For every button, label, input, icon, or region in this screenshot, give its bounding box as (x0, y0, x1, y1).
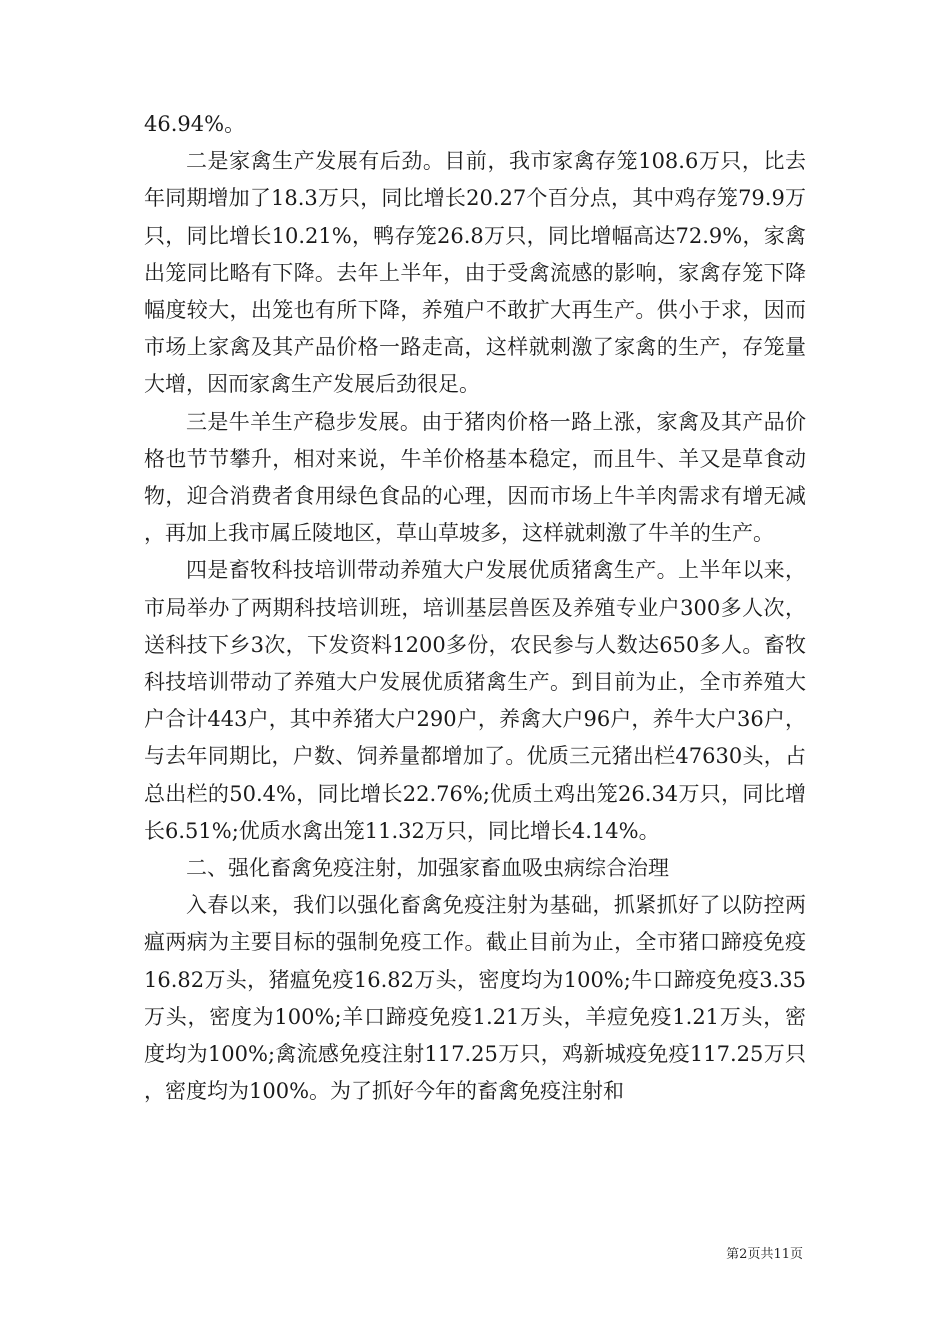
paragraph-poultry-production: 二是家禽生产发展有后劲。目前，我市家禽存笼108.6万只，比去年同期增加了18.3万只，同比增长20.27个百分点，其中鸡存笼79.9万只，同比增长10.21%，鸭存笼26.8万只，同比增幅高达72.9%，家禽出笼同比略有下降。去年上半年，由于受禽流感的影响，家禽存笼下降幅度较大，出笼也有所下降，养殖户不敢扩大再生产。供小于求，因而市场上家禽及其产品价格一路走高，这样就刺激了家禽的生产，存笼量大增，因而家禽生产发展后劲很足。 (144, 149, 806, 397)
body-text (144, 106, 806, 1110)
paragraph-technology-training: 四是畜牧科技培训带动养殖大户发展优质猪禽生产。上半年以来，市局举办了两期科技培训班，培训基层兽医及养殖专业户300多人次，送科技下乡3次，下发资料1200多份，农民参与人数达650多人。畜牧科技培训带动了养殖大户发展优质猪禽生产。到目前为止，全市养殖大户合计443户，其中养猪大户290户，养禽大户96户，养牛大户36户，与去年同期比，户数、饲养量都增加了。优质三元猪出栏47630头，占总出栏的50.4%，同比增长22.76%;优质土鸡出笼26.34万只，同比增长6.51%;优质水禽出笼11.32万只，同比增长4.14%。 (144, 558, 806, 843)
section-heading-immunization: 二、强化畜禽免疫注射，加强家畜血吸虫病综合治理 (186, 856, 669, 881)
paragraph-continuation: 46.94%。 (144, 112, 246, 136)
paragraph-immunization: 入春以来，我们以强化畜禽免疫注射为基础，抓紧抓好了以防控两瘟两病为主要目标的强制免疫工作。截止目前为止，全市猪口蹄疫免疫16.82万头，猪瘟免疫16.82万头，密度均为100%;牛口蹄疫免疫3.35万头，密度为100%;羊口蹄疫免疫1.21万头，羊痘免疫1.21万头，密度均为100%;禽流感免疫注射117.25万只，鸡新城疫免疫117.25万只，密度均为100%。为了抓好今年的畜禽免疫注射和 (144, 893, 806, 1104)
paragraph-cattle-sheep-production: 三是牛羊生产稳步发展。由于猪肉价格一路上涨，家禽及其产品价格也节节攀升，相对来说，牛羊价格基本稳定，而且牛、羊又是草食动物，迎合消费者食用绿色食品的心理，因而市场上牛羊肉需求有增无减，再加上我市属丘陵地区，草山草坡多，这样就刺激了牛羊的生产。 (144, 409, 806, 546)
page-number: 第2页共11页 (726, 1247, 803, 1262)
